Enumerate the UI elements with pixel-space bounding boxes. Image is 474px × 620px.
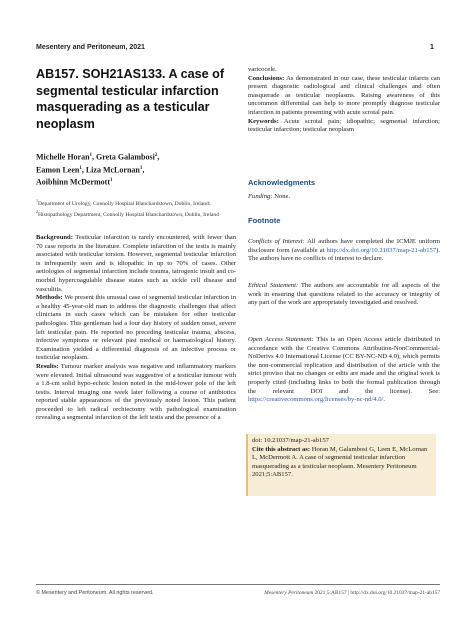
section-label: Keywords:: [248, 117, 279, 125]
open-access-text: This is an Open Access article distributed in accordance with the Creative Commons Attribution-NonCommercial-NoDerivs 4.0 International License (CC BY-NC-ND 4.0), which permits the non-commercial replication and distribution of the article with the strict proviso that no changes or edits are made and the original work is properly cited (including links to both the formal publication through the relevant DOI and the license). See:: [248, 336, 440, 395]
acknowledgments-heading: Acknowledgments: [248, 178, 316, 187]
section-text: We present this unusual case of segmental testicular infarction in a healthy 45-year-old man to address the diagnostic challenges that affect clinicians in such cases which can be mistaken for other testicular pathologies. This gentleman had a four day history of sudden onset, severe left testicular pain. He reported no preceding testicular trauma, abscess, infective symptoms or relevant past medical or haematological history. Examination yielded a differential diagnosis of an infective process or testicular neoplasm.: [36, 294, 236, 362]
conflicts-label: Conflicts of Interest:: [248, 238, 305, 245]
citation-box: [246, 434, 436, 496]
abstract-conclusions: [248, 75, 440, 118]
open-access-text: .: [383, 396, 386, 404]
section-label: Background:: [36, 234, 73, 241]
section-text: Testicular infarction is rarely encountered, with fewer than 70 case reports in the literature. Complete infarction of the testis is mainly associated with testicular torsion. However, segmental testicular infarction is infrequently seen and is idiopathic in up to 70% of cases. Other aetiologies of segmental infarction include trauma, iatrogenic insult and co-morbid hypercoagulable disease states such as sickle cell disease and vasculitis.: [36, 234, 236, 293]
footer-copyright: © Mesentery and Peritoneum. All rights reserved.: [36, 590, 154, 596]
abstract-results: [36, 363, 236, 423]
funding-text: None.: [272, 193, 291, 200]
affiliation-marker: 2: [154, 153, 158, 158]
affiliation-marker: 1: [110, 178, 113, 184]
license-link[interactable]: https://creativecommons.org/licenses/by-nc-nd/4.0/: [248, 396, 384, 404]
disclosure-link[interactable]: http://dx.doi.org/10.21037/map-21-ab157: [326, 246, 437, 254]
section-label: Methods:: [36, 294, 63, 302]
ethical-text: The authors are accountable for all aspects of the work in ensuring that questions related to the accuracy or integrity of any part of the work are appropriately investigated and resolved.: [248, 282, 441, 307]
abstract-left-column: [36, 234, 236, 423]
affiliation-text: Histopathology Department, Connolly Hospital Blanchardstown, Dublin, Ireland: [38, 212, 219, 219]
author-separator: ,: [142, 165, 145, 175]
affiliation-marker: 1: [139, 165, 143, 171]
cite-as-text: [252, 446, 432, 480]
affiliation-marker: 2: [36, 209, 38, 215]
conflicts-text: All authors have completed the ICMJE uniform disclosure form (available at: [248, 238, 440, 254]
section-label: Conclusions:: [248, 74, 285, 82]
author-name: Aoibhinn McDermott: [36, 177, 110, 187]
abstract-keywords: [248, 118, 440, 135]
ethical-label: Ethical Statement:: [248, 282, 299, 289]
footer-divider: [36, 584, 440, 585]
cite-label: Cite this abstract as:: [252, 445, 311, 453]
open-access-statement: [248, 336, 440, 405]
footer-citation: [232, 590, 440, 596]
abstract-background: [36, 234, 236, 294]
footnote-heading: Footnote: [248, 216, 281, 225]
footer-journal: Mesentery Peritoneum: [264, 590, 314, 596]
conflicts-statement: [248, 238, 440, 264]
page-number: 1: [430, 44, 434, 51]
affiliations: [36, 197, 236, 220]
conflicts-text: ). The authors have no conflicts of interest to declare.: [248, 246, 440, 263]
author-separator: ,: [157, 152, 160, 162]
affiliation-marker: 1: [89, 153, 93, 158]
author-name: , Greta Galambosi: [92, 152, 155, 162]
cite-text: Horan M, Galambosi G, Leen E, McLornan L, McDermott A. A case of segmental testicular infarction masquerading as a testicular neoplasm. Mesentery Peritoneum 2021;5:AB157.: [252, 445, 428, 479]
section-text: Acute scrotal pain; idiopathic; segmental infarction; testicular infarction; testicular neoplasm: [248, 117, 440, 134]
affiliation-marker: 1: [36, 198, 38, 203]
author-name: Eamon Leen: [36, 165, 80, 175]
author-name: , Liza McLornan: [81, 165, 140, 175]
affiliation-marker: 1: [79, 165, 82, 171]
doi-text: doi: 10.21037/map-21-ab157: [252, 437, 329, 444]
abstract-results-continued: varicocele.: [248, 66, 277, 73]
funding-statement: [248, 193, 290, 200]
footer-doi: 2021;5:AB157 | http://dx.doi.org/10.21037/map-21-ab157: [313, 590, 440, 596]
author-list: [36, 150, 236, 188]
ethical-statement: [248, 282, 440, 308]
running-header-journal: Mesentery and Peritoneum, 2021: [36, 44, 145, 51]
abstract-right-column: [248, 66, 440, 135]
section-text: As demonstrated in our case, these testicular infarcts can present diagnostic radiological and clinical challenges and often masquerade as testicular neoplasms. Raising awareness of this uncommon differential can help to more promptly diagnose testicular infarction in patients presenting with acute scrotal pain.: [248, 74, 440, 116]
article-title: AB157. SOH21AS133. A case of segmental testicular infarction masquerading as a testicular neoplasm: [36, 67, 225, 131]
section-text: Tumour marker analysis was negative and inflammatory markers were elevated. Initial ultrasound was suggestive of a testicular tumour with a 1.8-cm solid hypo-echoic lesion noted in the mid-lower pole of the left testis. Interval imaging one week later following a course of antibiotics reported stable appearances of the previously noted lesion. This patient proceeded to left radical orchiectomy with pathological examination revealing a segmental infarction of the left testis and the presence of a: [36, 362, 236, 422]
open-access-label: Open Access Statement:: [248, 336, 314, 343]
author-name: Michelle Horan: [36, 152, 90, 162]
funding-label: Funding:: [248, 193, 273, 200]
section-label: Results:: [36, 362, 59, 370]
abstract-methods: [36, 294, 236, 363]
affiliation-text: Department of Urology, Connolly Hospital Blanchardstown, Dublin, Ireland;: [38, 200, 211, 207]
